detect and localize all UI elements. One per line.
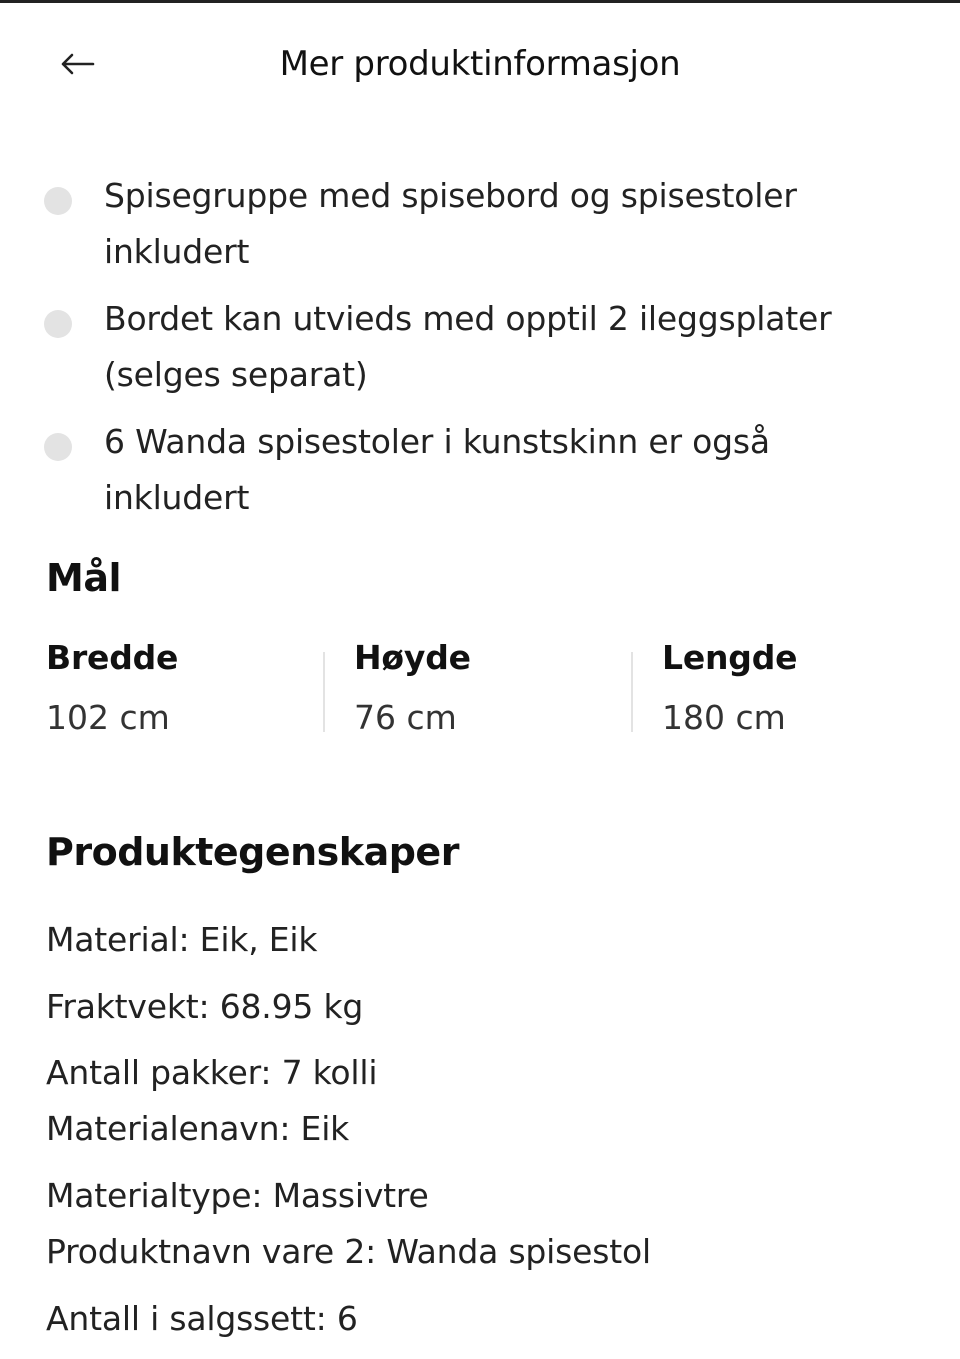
dimension-value: 102 cm bbox=[46, 698, 170, 737]
feature-item bbox=[44, 168, 924, 280]
dimension-height bbox=[354, 632, 654, 742]
top-border bbox=[0, 0, 960, 3]
feature-list bbox=[44, 168, 924, 537]
dimension-width bbox=[46, 632, 346, 742]
dimension-value: 76 cm bbox=[354, 698, 457, 737]
dimension-label: Bredde bbox=[46, 638, 179, 677]
page-header bbox=[0, 28, 960, 100]
dimension-divider bbox=[323, 652, 325, 732]
dimension-label: Høyde bbox=[354, 638, 471, 677]
feature-text: Bordet kan utvieds med opptil 2 ileggsplater (selges separat) bbox=[104, 299, 832, 394]
property-item: Produktnavn vare 2: Wanda spisestol bbox=[46, 1232, 651, 1271]
dimension-value: 180 cm bbox=[662, 698, 786, 737]
dimensions-heading: Mål bbox=[46, 556, 121, 600]
property-item: Materialtype: Massivtre bbox=[46, 1176, 429, 1215]
dimension-label: Lengde bbox=[662, 638, 798, 677]
bullet-dot-icon bbox=[44, 433, 72, 461]
property-item: Materialenavn: Eik bbox=[46, 1109, 350, 1148]
dimension-divider bbox=[631, 652, 633, 732]
property-item: Material: Eik, Eik bbox=[46, 920, 318, 959]
dimension-length bbox=[662, 632, 960, 742]
feature-text: 6 Wanda spisestoler i kunstskinn er også inkludert bbox=[104, 422, 770, 517]
properties-heading: Produktegenskaper bbox=[46, 830, 459, 874]
dimensions-row bbox=[46, 632, 926, 742]
bullet-dot-icon bbox=[44, 187, 72, 215]
property-item: Fraktvekt: 68.95 kg bbox=[46, 987, 364, 1026]
page-title: Mer produktinformasjon bbox=[279, 44, 681, 84]
property-item: Antall pakker: 7 kolli bbox=[46, 1053, 378, 1092]
feature-item bbox=[44, 291, 924, 403]
bullet-dot-icon bbox=[44, 310, 72, 338]
property-item: Antall i salgssett: 6 bbox=[46, 1299, 358, 1338]
feature-item bbox=[44, 414, 924, 526]
feature-text: Spisegruppe med spisebord og spisestoler inkludert bbox=[104, 176, 797, 271]
